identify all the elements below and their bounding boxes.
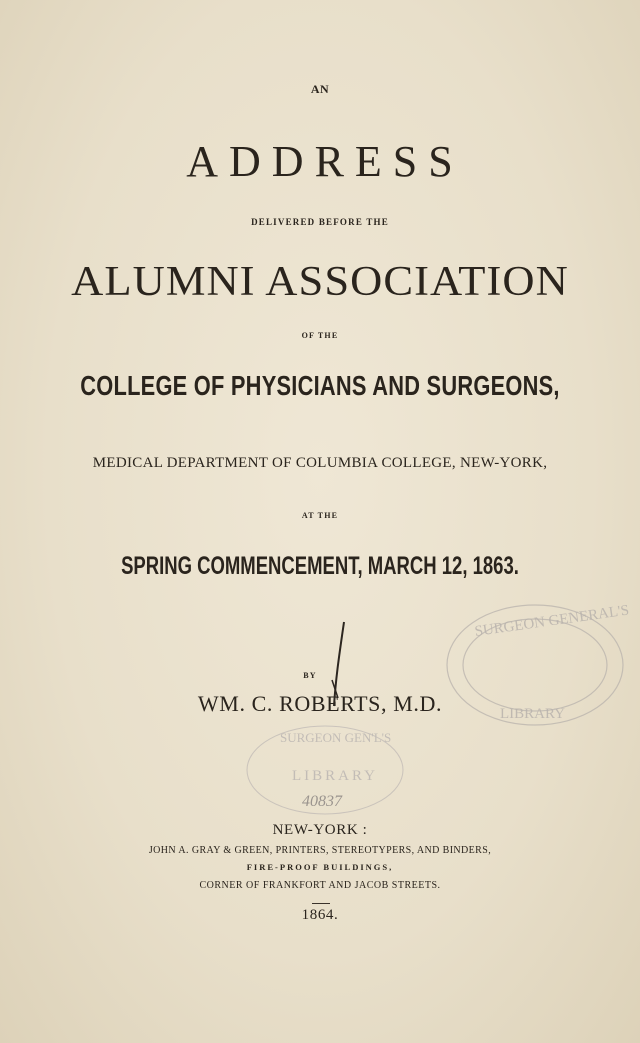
heading-address: ADDRESS [186, 137, 464, 186]
printer-line: JOHN A. GRAY & GREEN, PRINTERS, STEREOTYPERS, AND BINDERS, [148, 845, 492, 856]
library-stamp-icon [440, 590, 640, 740]
svg-text:SURGEON GENERAL'S: SURGEON GENERAL'S [473, 602, 631, 640]
address-line: CORNER OF FRANKFORT AND JACOB STREETS. [199, 880, 441, 891]
author-name: WM. C. ROBERTS, M.D. [197, 691, 443, 716]
commencement-heading: SPRING COMMENCEMENT, MARCH 12, 1863. [121, 552, 519, 580]
svg-text:SURGEON GEN'L'S: SURGEON GEN'L'S [280, 730, 392, 745]
of-the-line: OF THE [301, 331, 339, 340]
fire-proof-line: FIRE-PROOF BUILDINGS, [246, 862, 394, 872]
svg-text:40837: 40837 [302, 793, 342, 810]
short-rule [312, 903, 330, 904]
by-line: BY [303, 671, 317, 680]
svg-text:LIBRARY: LIBRARY [292, 768, 379, 784]
publication-year: 1864. [301, 907, 339, 923]
delivered-before-line: DELIVERED BEFORE THE [251, 217, 389, 227]
pencil-mark-icon [330, 620, 350, 710]
publication-city: NEW-YORK : [272, 822, 368, 838]
college-heading: COLLEGE OF PHYSICIANS AND SURGEONS, [80, 370, 560, 401]
alumni-association-heading: ALUMNI ASSOCIATION [71, 259, 569, 305]
at-the-line: AT THE [301, 511, 339, 520]
library-seal-icon [240, 720, 410, 820]
svg-text:LIBRARY: LIBRARY [500, 706, 566, 722]
heading-an: AN [310, 82, 330, 96]
medical-department-line: MEDICAL DEPARTMENT OF COLUMBIA COLLEGE, NEW-YORK, [92, 455, 548, 471]
